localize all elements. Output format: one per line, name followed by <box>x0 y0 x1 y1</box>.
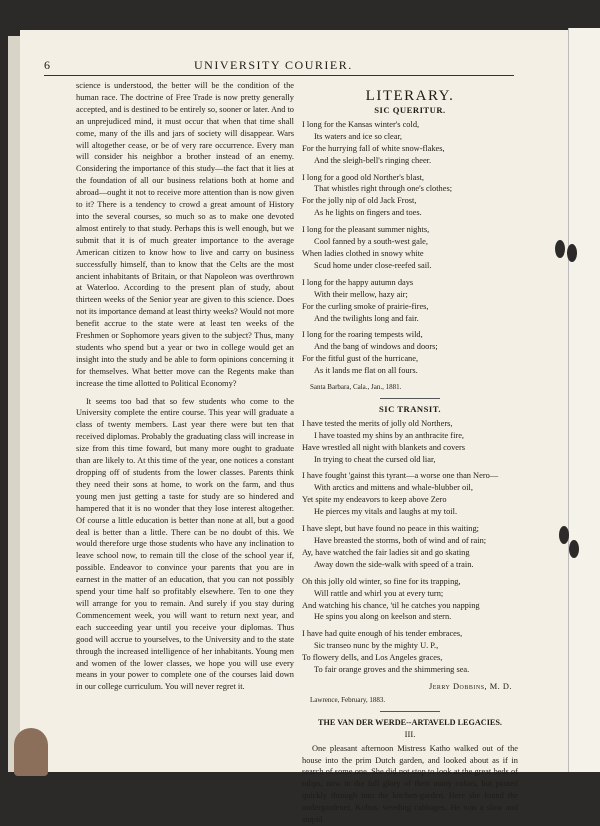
poem-line: Scud home under close-reefed sail. <box>314 260 432 270</box>
facing-page-edge <box>568 28 600 772</box>
poem-line: I have tested the merits of jolly old Northers, <box>302 418 453 428</box>
poem-line: That whistles right through one's clothes; <box>314 184 453 194</box>
poem-stanza <box>302 628 518 676</box>
poem-stanza <box>302 277 518 325</box>
publication-title: UNIVERSITY COURIER. <box>194 58 353 72</box>
poem-line: I long for the happy autumn days <box>302 277 414 287</box>
binding-hole <box>555 240 565 258</box>
poem-signature: Jerry Dobbins, M. D. <box>428 681 512 691</box>
article-paragraph: One pleasant afternoon Mistress Katho walked out of the house into the prim Dutch garden, and looked about as if in search of some one. She did not stop to look at the great beds of tulips, now in the full glory of their many colors, but passed quickly through into the kitchen-garden. Here she found the undergardener, Kobus, weeding cabbages. He was a slow and stupid <box>302 743 518 825</box>
binding-hole <box>567 244 577 262</box>
poem-line: Yet spite my endeavors to keep above Zero <box>302 495 447 505</box>
page-number: 6 <box>44 58 50 72</box>
poem-line: He pierces my vitals and laughs at my toil. <box>314 507 458 517</box>
poem-stanza <box>302 418 518 466</box>
poem-line: Cool fanned by a south-west gale, <box>314 237 428 247</box>
poem-line: I have slept, but have found no peace in this waiting; <box>302 524 479 534</box>
poem-line: Sic transeo nunc by the mighty U. P., <box>314 641 439 651</box>
poem-dateline: Santa Barbara, Cala., Jan., 1881. <box>310 383 402 392</box>
poem-line: And the bang of windows and doors; <box>314 342 438 352</box>
poem-line: As he lights on fingers and toes. <box>314 208 422 218</box>
poem-line: He spins you along on keelson and stern. <box>314 612 452 622</box>
article-body <box>302 743 518 826</box>
poem-line: I have had quite enough of his tender embraces, <box>302 629 463 639</box>
poem-line: And watching his chance, 'til he catches you napping <box>302 600 480 610</box>
poem-line: As it lands me flat on all fours. <box>314 366 418 376</box>
poem-line: I long for the roaring tempests wild, <box>302 330 423 340</box>
poem-line: And the twilights long and fair. <box>314 313 419 323</box>
binding-hole <box>559 526 569 544</box>
poem-line: For the fitful gust of the hurricane, <box>302 354 419 364</box>
poem-line: I long for the pleasant summer nights, <box>302 225 430 235</box>
editorial-paragraph: science is understood, the better will be the condition of the human race. The doctrine of Free Trade is now pretty generally accepted, and is destined to be entirely so, sooner or later. And to an unprejudiced mind, it must occur that when that time shall come, many of the ills and jars of society will disappear. Wars will altogether cease, or be of very rare occurrence. Every man will consider his neighbor a brother instead of an enemy. Considering the importance of this study—the fact that it lies at the foundation of all our business relations both at home and abroad—ought it not to receive more attention than is now given to it? There is a tendency to crowd a great amount of History into the several courses, so much so as to make one devoted almost entirely to that study. Perhaps this is well enough, but we submit that it is of much greater importance to the average American citizen to know how to live and carry on business successfully himself, than to know that the Celts are the most ancient inhabitants of Britain, or that Napoleon was overthrown at Waterloo. According to the present plan of study, about thirteen weeks of the Senior year are given to this science. Does not its importance demand at least thirty weeks? Would not more benefit accrue to the state were at least ten weeks of the Freshmen or Sophomore years given to the subject? Thus, many students who spend but a year or two in college would get an insight into the study and be able to form opinions concerning it for themselves. What better move can the Regents make than increase the time allotted to Political Economy? <box>76 81 294 388</box>
poem-body <box>302 119 518 377</box>
poem-line: Have breasted the storms, both of wind and of rain; <box>314 536 487 545</box>
poem-line: Its waters and ice so clear, <box>314 131 403 141</box>
poem-body <box>302 418 518 676</box>
poem-title: SIC QUERITUR. <box>374 105 446 115</box>
poem-line: With their mellow, hazy air; <box>314 289 408 299</box>
poem-stanza <box>302 119 518 167</box>
scanner-thumb <box>14 728 48 776</box>
poem-dateline: Lawrence, February, 1883. <box>310 695 386 704</box>
poem-line: In trying to cheat the cursed old liar, <box>314 454 436 464</box>
divider <box>380 711 440 712</box>
poem-stanza <box>302 172 518 220</box>
poem-line: For the jolly nip of old Jack Frost, <box>302 196 417 206</box>
poem-line: Will rattle and whirl you at every turn; <box>314 588 444 598</box>
section-heading: LITERARY. <box>365 88 455 104</box>
divider <box>380 398 440 399</box>
poem-line: I long for the Kansas winter's cold, <box>302 119 420 129</box>
poem-line: For the hurrying fall of white snow-flakes, <box>302 143 445 153</box>
poem-line: I long for a good old Norther's blast, <box>302 172 424 182</box>
poem-line: Oh this jolly old winter, so fine for its trapping, <box>302 576 461 586</box>
poem-line: With arctics and mittens and whale-blubber oil, <box>314 483 473 493</box>
poem-stanza <box>302 523 518 571</box>
poem-stanza <box>302 576 518 624</box>
poem-line: To flowery dells, and Los Angeles graces, <box>302 653 443 663</box>
page-header <box>44 58 514 72</box>
literary-column <box>302 88 518 826</box>
poem-stanza <box>302 470 518 518</box>
editorial-column <box>76 80 294 693</box>
poem-line: And the sleigh-bell's ringing cheer. <box>314 155 432 165</box>
editorial-paragraph: It seems too bad that so few students who come to the University complete the entire course. This year will graduate a class of twenty members. Last year there were but ten that received diplomas. Probably the graduating class will increase in size from this time foward, but many more ought to graduate than are likely to. At this time of the year, one notices a constant dropping off of students from the lower classes. Parents think they need their sons at home, to work on the farm, and thus young men just getting a taste for study are so hindered and hampered that it is no wonder that they lose interest altogether. Of course a little education is better than none at all, but a good deal is better than a little. There can be no doubt of this. We would therefore urge those students who have any inclination to leave school now, to remain till the close of the school year if, possible. Endeavor to convince your parents that you are in earnest in the matter of an education, that you can not possibly spend your time half so profitably elsewhere. Ten to one they will arrange for you to remain. And surely if you stay during Commencement week, you will want to return next year, and each succeeding year until you receive your diplomas. Thus good will accrue to yourselves, to the University and to the state through the increased intelligence of her inhabitants. Young men and women of the lower classes, we hope you will use every means in your power to complete one of the courses laid down in our college curriculum. You will never regret it. <box>76 396 294 692</box>
poem-line: For the curling smoke of prairie-fires, <box>302 301 429 311</box>
poem-line: To fair orange groves and the shimmering sea. <box>314 665 470 675</box>
poem-stanza <box>302 224 518 272</box>
article-part: III. <box>404 728 416 739</box>
article-title: THE VAN DER WERDE--ARTAVELD LEGACIES. <box>318 717 502 727</box>
poem-stanza <box>302 329 518 377</box>
poem-line: When ladies clothed in snowy white <box>302 248 424 258</box>
binding-hole <box>569 540 579 558</box>
poem-line: Ay, have watched the fair ladies sit and go skating <box>302 547 470 557</box>
poem-line: Away down the side-walk with speed of a train. <box>314 559 474 569</box>
poem-line: Have wrestled all night with blankets and covers <box>302 442 466 452</box>
poem-line: I have fought 'gainst this tyrant—a worse one than Nero— <box>302 471 499 481</box>
poem-line: I have toasted my shins by an anthracite fire, <box>314 430 465 440</box>
header-rule <box>44 75 514 76</box>
poem-title: SIC TRANSIT. <box>378 403 442 414</box>
